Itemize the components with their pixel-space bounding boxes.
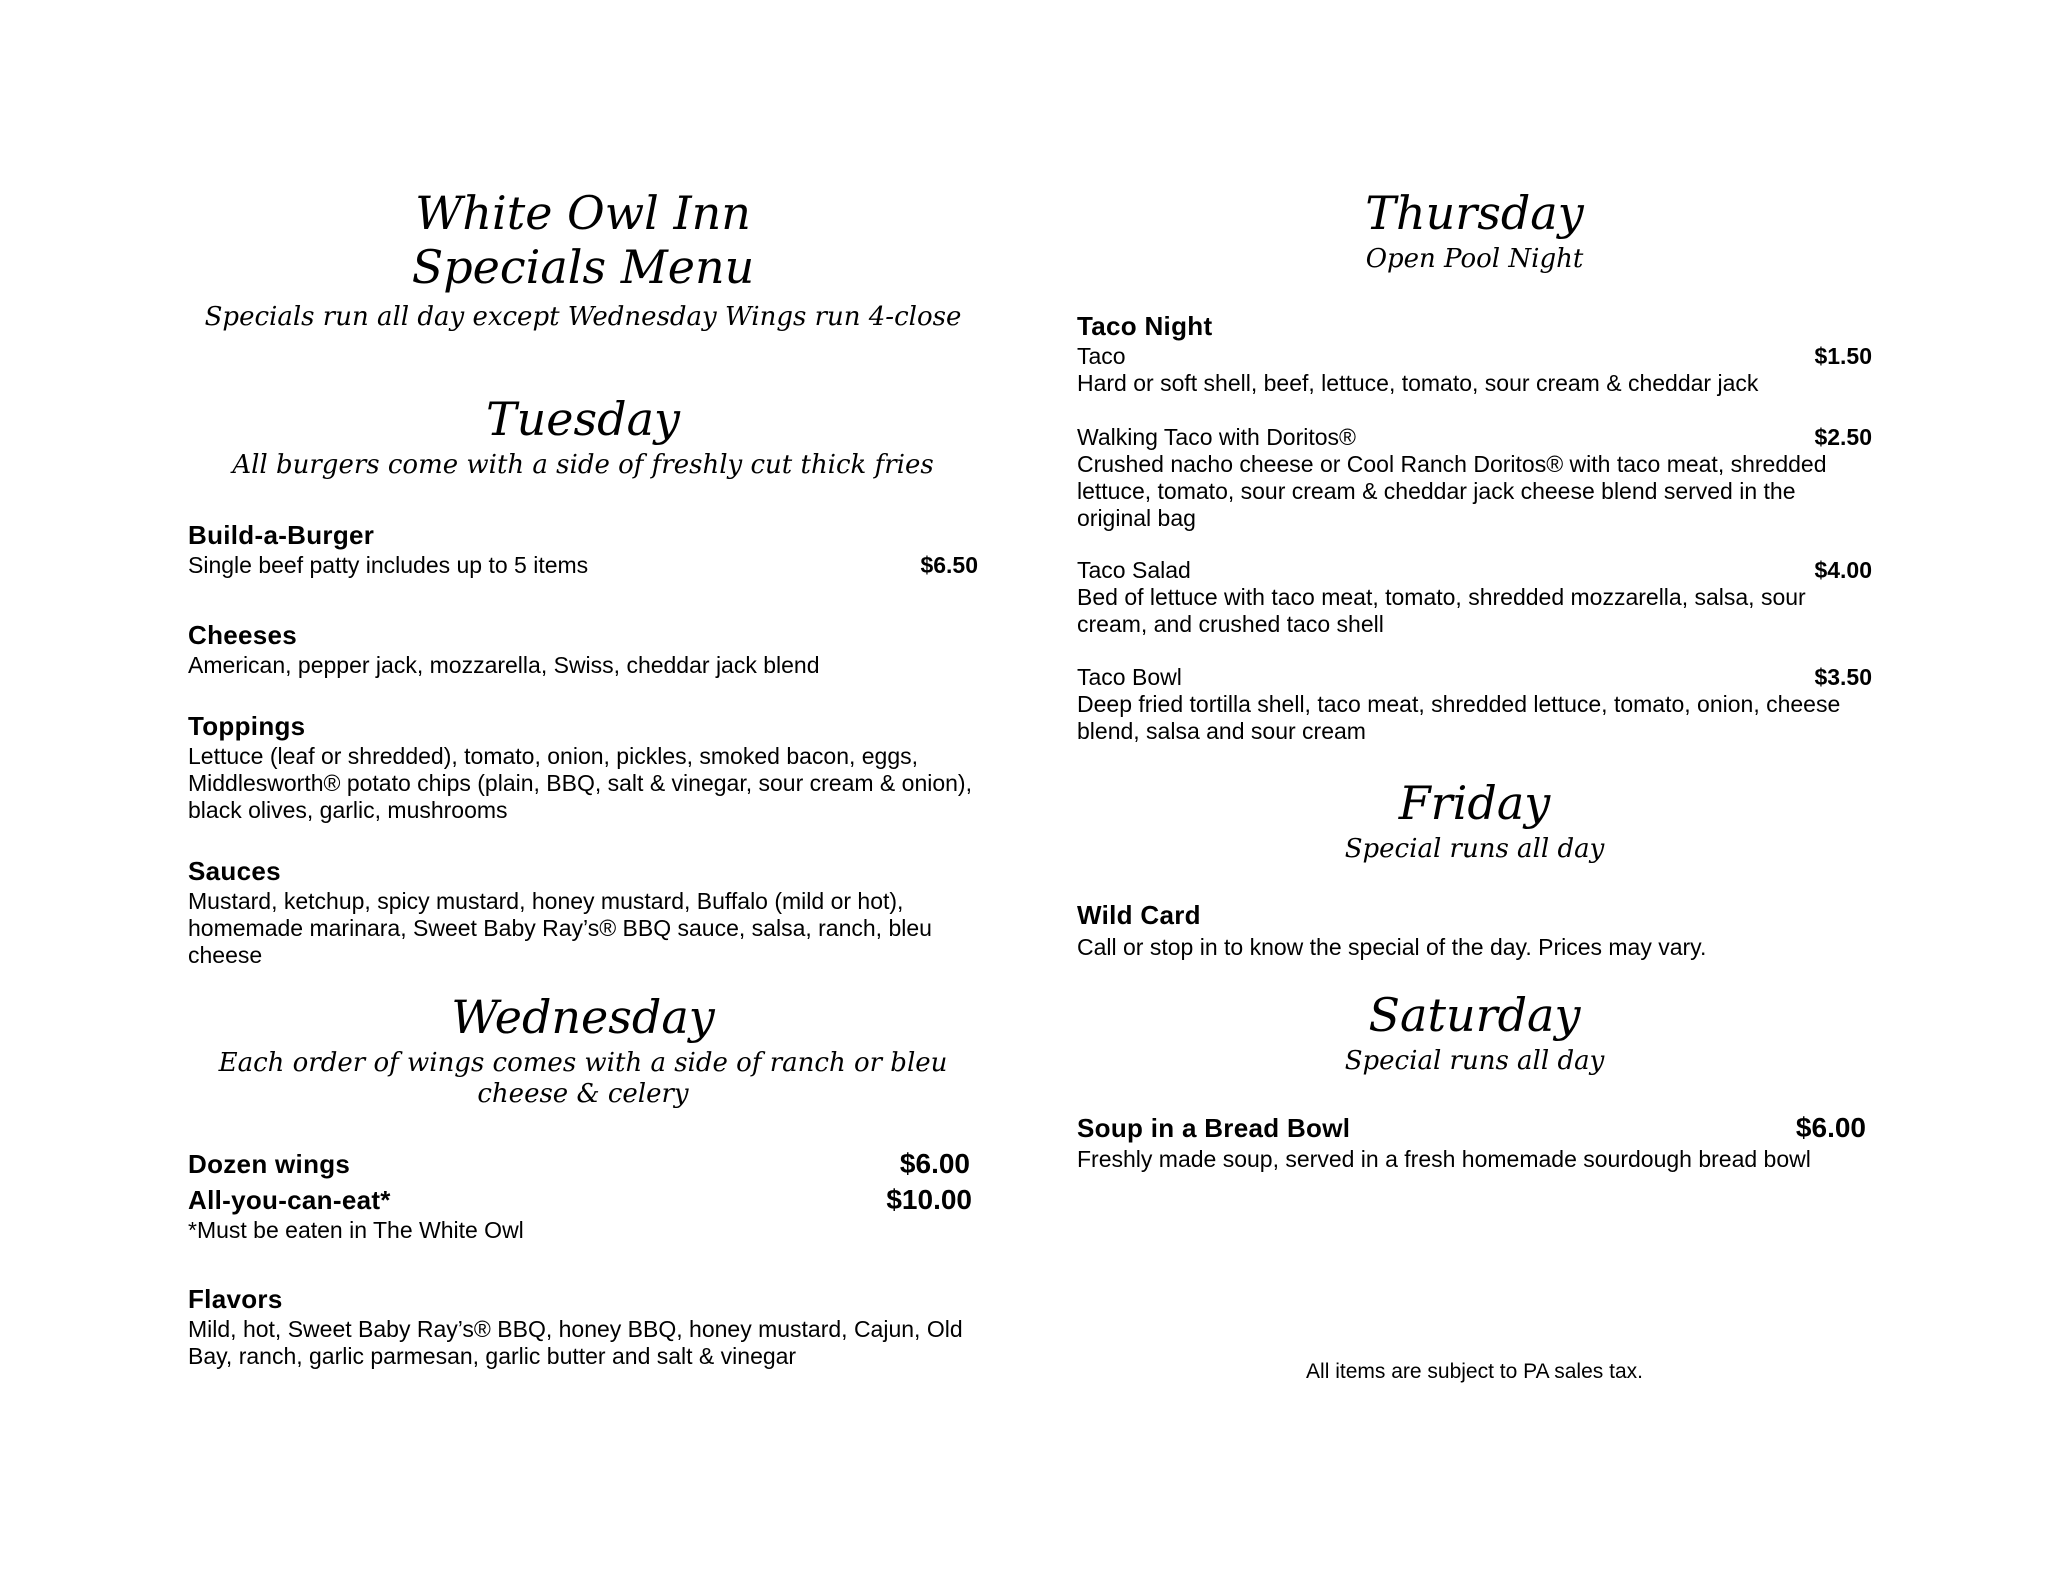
menu-item-name: Taco [1077,343,1126,369]
menu-item-desc: Bed of lettuce with taco meat, tomato, shredded mozzarella, salsa, sour cream, and crushed taco shell [1077,584,1806,637]
menu-item [1077,424,1872,532]
dozen-wings-label: Dozen wings [188,1149,351,1179]
wednesday-subtitle-line1: Each order of wings comes with a side of ranch or bleu [218,1048,948,1078]
menu-item-price: $3.50 [1814,664,1872,690]
menu-item-desc: Crushed nacho cheese or Cool Ranch Doritos® with taco meat, shredded lettuce, tomato, sour cream & cheddar jack cheese blend served in the original bag [1077,451,1827,531]
menu-title-line1: White Owl Inn [415,186,751,240]
build-a-burger-desc: Single beef patty includes up to 5 items [188,552,589,578]
menu-item-desc: Hard or soft shell, beef, lettuce, tomato, sour cream & cheddar jack [1077,370,1759,396]
build-a-burger-price: $6.50 [920,552,978,578]
sauces-desc: Mustard, ketchup, spicy mustard, honey mustard, Buffalo (mild or hot), homemade marinara, Sweet Baby Ray’s® BBQ sauce, salsa, ranch, bleu cheese [188,888,932,968]
cheeses-desc: American, pepper jack, mozzarella, Swiss, cheddar jack blend [188,652,820,678]
friday-heading: Friday [1398,776,1551,830]
tuesday-subtitle: All burgers come with a side of freshly cut thick fries [232,450,934,480]
menu-item-row [1077,424,1872,451]
toppings-heading: Toppings [188,711,306,741]
flavors-desc: Mild, hot, Sweet Baby Ray’s® BBQ, honey BBQ, honey mustard, Cajun, Old Bay, ranch, garlic parmesan, garlic butter and salt & vinegar [188,1316,963,1369]
dozen-wings-row [188,1148,970,1180]
cheeses-heading: Cheeses [188,620,298,650]
wild-card-desc: Call or stop in to know the special of the day. Prices may vary. [1077,934,1707,960]
build-a-burger-heading: Build-a-Burger [188,520,375,550]
saturday-subtitle: Special runs all day [1344,1046,1605,1076]
wings-note: *Must be eaten in The White Owl [188,1217,524,1243]
flavors-heading: Flavors [188,1284,283,1314]
wild-card-heading: Wild Card [1077,900,1201,930]
menu-item-row [1077,664,1872,691]
menu-title [188,186,978,295]
wednesday-subtitle [188,1048,978,1109]
menu-item [1077,557,1872,638]
toppings-desc: Lettuce (leaf or shredded), tomato, onion, pickles, smoked bacon, eggs, Middlesworth® potato chips (plain, BBQ, salt & vinegar, sour cream & onion), black olives, garlic, mushrooms [188,743,972,823]
wednesday-heading: Wednesday [451,990,715,1044]
menu-note: Specials run all day except Wednesday Wings run 4-close [204,302,962,332]
wednesday-subtitle-line2: cheese & celery [477,1078,689,1109]
soup-bread-bowl-heading: Soup in a Bread Bowl [1077,1113,1351,1143]
menu-item-price: $2.50 [1814,424,1872,450]
friday-subtitle: Special runs all day [1344,834,1605,864]
build-a-burger-row [188,552,978,579]
menu-item-name: Taco Salad [1077,557,1191,583]
menu-item-name: Walking Taco with Doritos® [1077,424,1356,450]
dozen-wings-price: $6.00 [899,1148,970,1179]
menu-item-name: Taco Bowl [1077,664,1182,690]
all-you-can-eat-label: All-you-can-eat* [188,1185,391,1215]
menu-item-price: $1.50 [1814,343,1872,369]
menu-item [1077,664,1872,745]
menu-title-line2: Specials Menu [411,240,755,295]
all-you-can-eat-row [188,1184,972,1216]
all-you-can-eat-price: $10.00 [886,1184,972,1215]
soup-bread-bowl-row [1077,1112,1866,1144]
menu-item [1077,343,1872,397]
sauces-heading: Sauces [188,856,281,886]
menu-item-row [1077,557,1872,584]
menu-item-desc: Deep fried tortilla shell, taco meat, shredded lettuce, tomato, onion, cheese blend, salsa and sour cream [1077,691,1841,744]
soup-bread-bowl-price: $6.00 [1795,1112,1866,1143]
saturday-heading: Saturday [1368,988,1581,1042]
menu-item-row [1077,343,1872,370]
thursday-subtitle: Open Pool Night [1365,244,1584,274]
tax-note: All items are subject to PA sales tax. [1306,1360,1643,1383]
menu-item-price: $4.00 [1814,557,1872,583]
soup-bread-bowl-desc: Freshly made soup, served in a fresh homemade sourdough bread bowl [1077,1146,1811,1172]
taco-night-heading: Taco Night [1077,311,1213,341]
thursday-heading: Thursday [1365,186,1584,240]
tuesday-heading: Tuesday [486,392,680,446]
